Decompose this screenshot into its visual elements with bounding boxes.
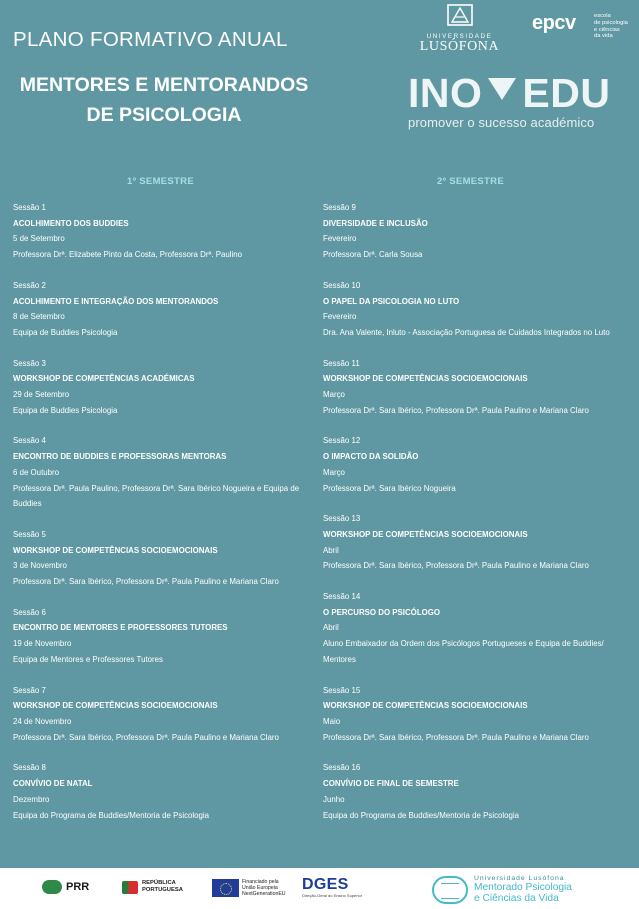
session-title: WORKSHOP DE COMPETÊNCIAS SOCIOEMOCIONAIS xyxy=(13,701,218,711)
session-presenters: Equipa de Mentores e Professores Tutores xyxy=(13,654,164,664)
session-presenters: Professora Drª. Sara Ibérico, Professora Drª. Paula Paulino e Mariana Claro xyxy=(323,405,589,415)
eu-label-1: Financiado pela xyxy=(242,879,279,885)
session-block xyxy=(323,356,623,419)
session-block xyxy=(323,278,623,341)
main-title-line2: DE PSICOLOGIA xyxy=(86,104,242,126)
session-date: 8 de Setembro xyxy=(13,312,65,322)
session-title: ENCONTRO DE BUDDIES E PROFESSORAS MENTORAS xyxy=(13,452,227,462)
session-label: Sessão 12 xyxy=(323,436,361,446)
session-title: ACOLHIMENTO E INTEGRAÇÃO DOS MENTORANDOS xyxy=(13,296,219,306)
session-block xyxy=(13,527,313,590)
session-label: Sessão 6 xyxy=(13,607,46,617)
inovedu-left: INO xyxy=(408,70,483,116)
session-title: CONVÍVIO DE FINAL DE SEMESTRE xyxy=(323,779,459,789)
session-title: WORKSHOP DE COMPETÊNCIAS SOCIOEMOCIONAIS xyxy=(323,701,528,711)
footer-logos xyxy=(0,868,639,909)
session-date: Fevereiro xyxy=(323,312,357,322)
session-date: Junho xyxy=(323,794,345,804)
session-title: O IMPACTO DA SOLIDÃO xyxy=(323,452,419,462)
inovedu-logo xyxy=(408,72,610,130)
epcv-mark: epcv xyxy=(532,12,576,34)
session-presenters: Dra. Ana Valente, Inluto - Associação Portuguesa de Cuidados Integrados no Luto xyxy=(323,327,610,337)
dges-sublabel: Direção-Geral do Ensino Superior xyxy=(302,893,363,898)
session-label: Sessão 14 xyxy=(323,592,361,602)
session-presenters: Professora Drª. Elizabete Pinto da Costa, Professora Drª. Paulino xyxy=(13,250,243,260)
session-block xyxy=(13,356,313,419)
eu-label-3: NextGenerationEU xyxy=(242,891,286,897)
session-label: Sessão 10 xyxy=(323,280,361,290)
session-label: Sessão 16 xyxy=(323,763,361,773)
epcv-text xyxy=(594,13,639,40)
eu-funding-logo xyxy=(212,879,300,897)
session-block xyxy=(13,760,313,823)
session-date: Dezembro xyxy=(13,794,50,804)
session-presenters: Professora Drª. Paula Paulino, Professora Drª. Sara Ibérico Nogueira e Equipa de Buddies xyxy=(13,483,300,509)
session-presenters: Professora Drª. Carla Sousa xyxy=(323,250,423,260)
session-label: Sessão 2 xyxy=(13,280,46,290)
session-presenters: Professora Drª. Sara Ibérico Nogueira xyxy=(323,483,456,493)
session-block xyxy=(13,433,313,512)
session-block xyxy=(323,683,623,746)
session-date: 29 de Setembro xyxy=(13,390,70,400)
epcv-text-1: escola xyxy=(594,13,611,19)
inovedu-subtitle: promover o sucesso académico xyxy=(408,115,595,130)
session-date: 6 de Outubro xyxy=(13,467,60,477)
session-presenters: Equipa do Programa de Buddies/Mentoria de Psicologia xyxy=(323,810,520,820)
session-presenters: Equipa de Buddies Psicologia xyxy=(13,405,118,415)
session-block xyxy=(13,278,313,341)
dges-label: DGES xyxy=(302,876,349,893)
epcv-text-3: e ciências xyxy=(594,26,620,33)
mentorado-logo xyxy=(432,875,572,904)
universidade-lusofona-logo xyxy=(412,3,507,54)
epcv-text-4: da vida xyxy=(594,33,613,40)
session-title: CONVÍVIO DE NATAL xyxy=(13,779,93,789)
session-block xyxy=(323,200,623,263)
session-label: Sessão 13 xyxy=(323,514,361,524)
plan-title: PLANO FORMATIVO ANUAL xyxy=(13,28,288,51)
eu-label-2: União Europeia xyxy=(242,885,278,891)
session-date: Maio xyxy=(323,716,341,726)
session-block xyxy=(323,511,623,574)
university-emblem-icon xyxy=(446,3,474,27)
session-label: Sessão 5 xyxy=(13,529,46,539)
session-title: WORKSHOP DE COMPETÊNCIAS SOCIOEMOCIONAIS xyxy=(323,374,528,384)
main-title-line1: MENTORES E MENTORANDOS xyxy=(19,74,309,96)
inovedu-triangle-icon xyxy=(488,78,516,100)
mentorado-line-1: Mentorado Psicologia xyxy=(474,882,572,893)
portugal-flag-icon xyxy=(122,881,138,894)
republica-portuguesa-logo xyxy=(122,880,183,894)
republica-label-2: PORTUGUESA xyxy=(142,887,183,893)
session-label: Sessão 3 xyxy=(13,358,46,368)
session-date: Abril xyxy=(323,623,339,633)
session-presenters: Professora Drª. Sara Ibérico, Professora Drª. Paula Paulino e Mariana Claro xyxy=(323,732,589,742)
session-label: Sessão 4 xyxy=(13,436,46,446)
session-presenters: Professora Drª. Sara Ibérico, Professora Drª. Paula Paulino e Mariana Claro xyxy=(323,561,589,571)
session-date: Março xyxy=(323,467,345,477)
session-date: 5 de Setembro xyxy=(13,234,65,244)
session-title: O PERCURSO DO PSICÓLOGO xyxy=(323,607,441,617)
session-label: Sessão 7 xyxy=(13,685,46,695)
session-presenters: Equipa de Buddies Psicologia xyxy=(13,327,118,337)
session-block xyxy=(13,200,313,263)
semester2-heading: 2º SEMESTRE xyxy=(437,176,504,187)
university-label: UNIVERSIDADE xyxy=(426,33,493,40)
session-block xyxy=(323,589,623,668)
session-label: Sessão 9 xyxy=(323,203,356,212)
republica-label-1: REPÚBLICA xyxy=(142,880,176,886)
university-name: LUSÓFONA xyxy=(419,39,500,54)
session-title: O PAPEL DA PSICOLOGIA NO LUTO xyxy=(323,296,460,306)
session-date: Março xyxy=(323,390,345,400)
inovedu-right: EDU xyxy=(522,70,611,116)
dges-logo xyxy=(302,877,362,898)
session-block xyxy=(323,760,623,823)
session-label: Sessão 8 xyxy=(13,763,46,773)
mentorado-line-2: e Ciências da Vida xyxy=(474,893,559,904)
session-presenters: Professora Drª. Sara Ibérico, Professora Drª. Paula Paulino e Mariana Claro xyxy=(13,732,279,742)
session-date: 3 de Novembro xyxy=(13,561,67,571)
semester1-heading: 1º SEMESTRE xyxy=(127,176,194,187)
session-date: Fevereiro xyxy=(323,234,357,244)
brain-icon xyxy=(432,876,468,904)
session-label: Sessão 15 xyxy=(323,685,361,695)
session-block xyxy=(13,605,313,668)
session-presenters: Professora Drª. Sara Ibérico, Professora Drª. Paula Paulino e Mariana Claro xyxy=(13,577,279,587)
session-date: 19 de Novembro xyxy=(13,639,72,649)
session-title: WORKSHOP DE COMPETÊNCIAS SOCIOEMOCIONAIS xyxy=(323,529,528,539)
mentorado-university: Universidade Lusófona xyxy=(474,875,565,882)
prr-icon xyxy=(42,880,62,894)
session-label: Sessão 11 xyxy=(323,358,360,368)
main-title xyxy=(0,70,328,130)
session-label: Sessão 1 xyxy=(13,203,46,212)
session-block xyxy=(13,683,313,746)
prr-label: PRR xyxy=(66,881,90,893)
prr-logo xyxy=(42,880,89,894)
session-title: WORKSHOP DE COMPETÊNCIAS ACADÉMICAS xyxy=(13,374,195,384)
session-title: ENCONTRO DE MENTORES E PROFESSORES TUTORES xyxy=(13,623,228,633)
session-date: 24 de Novembro xyxy=(13,716,72,726)
session-presenters: Equipa do Programa de Buddies/Mentoria de Psicologia xyxy=(13,810,210,820)
session-title: DIVERSIDADE E INCLUSÃO xyxy=(323,218,428,228)
semester1-column xyxy=(13,200,313,838)
epcv-text-2: de psicologia xyxy=(594,19,628,26)
session-date: Abril xyxy=(323,545,339,555)
session-title: ACOLHIMENTO DOS BUDDIES xyxy=(13,218,129,228)
session-block xyxy=(323,433,623,496)
session-title: WORKSHOP DE COMPETÊNCIAS SOCIOEMOCIONAIS xyxy=(13,545,218,555)
semester2-column xyxy=(323,200,623,838)
session-presenters: Aluno Embaixador da Ordem dos Psicólogos Portugueses e Equipa de Buddies/ Mentores xyxy=(323,639,604,664)
eu-flag-icon xyxy=(212,879,239,897)
